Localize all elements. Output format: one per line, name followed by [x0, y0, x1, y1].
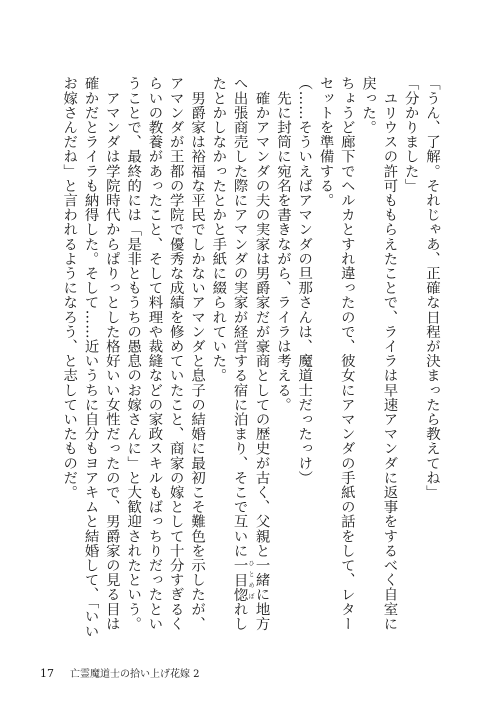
- paragraph-5: （……そういえばアマンダの旦那さんは、魔道士だったっけ）: [296, 76, 313, 485]
- paragraph-2: 「分かりました」: [402, 76, 419, 193]
- paragraph-7: [207, 76, 272, 644]
- paragraph-7-text: 確かアマンダの夫の実家は男爵家だが豪商としての歴史が古く、父親と一緒に地方へ出張商売した際にアマンダの実家が経営する宿に泊まり、そこで互いに: [231, 76, 270, 631]
- body-text: [42, 76, 442, 644]
- paragraph-9: アマンダは学院時代からぱりっとした格好いい女性だったので、男爵家の見る目は確かだとライラも納得した。そして……近いうちに自分もヨアキムと結婚して、「いいお嫁さんだね」と言われるようになろう、と志していたものだ。: [61, 76, 120, 639]
- ruby-hitomebore: [231, 557, 255, 602]
- paragraph-4: ちょうど廊下でヘルカとすれ違ったので、彼女にアマンダの手紙の話をして、レターセットを準備する。: [317, 76, 355, 631]
- page-footer: [40, 665, 200, 680]
- paragraph-1: 「うん、了解。それじゃあ、正確な日程が決まったら教えてね」: [424, 76, 440, 500]
- paragraph-3: ユリウスの許可ももらえたことで、ライラは早速アマンダに返事をするべく自室に戻った。: [360, 76, 398, 631]
- book-title: 亡霊魔道士の拾い上げ花嫁 2: [70, 669, 200, 680]
- paragraph-8: 男爵家は裕福な平民でしかないアマンダと息子の結婚に最初こそ難色を示したが、アマンダが王都の学院で優秀な成績を修めていたこと、商家の嫁として十分すぎるくらいの教養があったこと、そして料理や裁縫などの家政スキルもばっちりだったということで、最終的には「是非ともうちの愚息のお嫁さんに」と大歓迎されたという。: [125, 76, 206, 631]
- page-number: 17: [40, 667, 54, 680]
- ruby-base: 一目惚: [231, 557, 248, 602]
- paragraph-6: 先に封筒に宛名を書きながら、ライラは考える。: [274, 76, 291, 412]
- ruby-reading: ひとめぼ: [247, 557, 255, 602]
- paragraph-7-after: れしたとかしなかったとかと手紙に綴られていた。: [210, 76, 248, 631]
